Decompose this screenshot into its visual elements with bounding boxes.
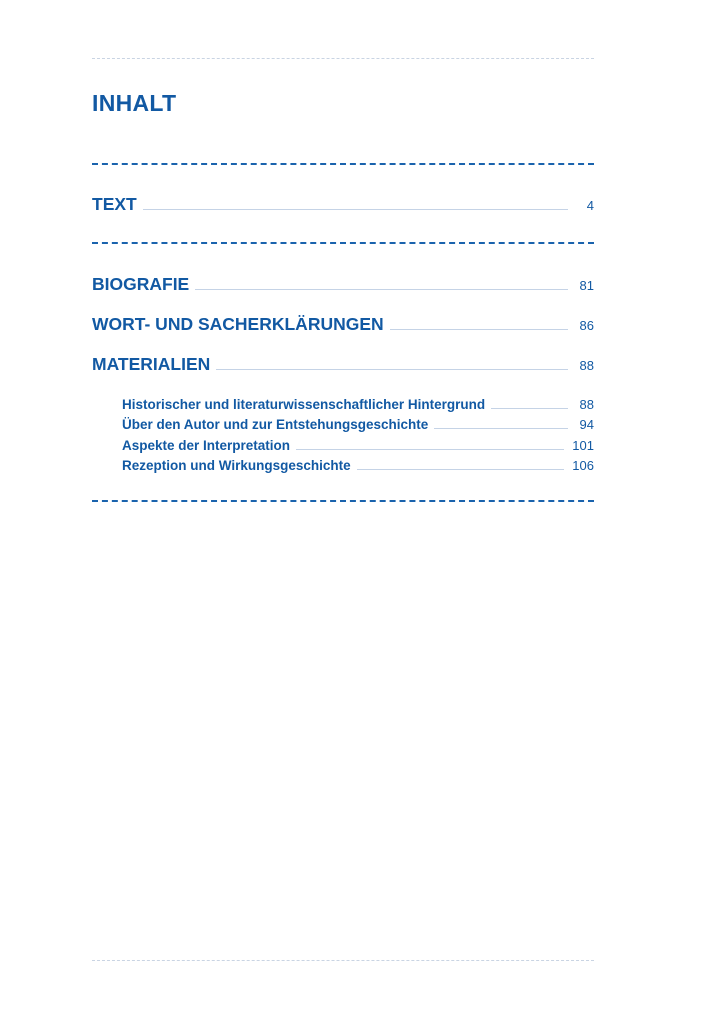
separator-rule bbox=[92, 500, 594, 502]
toc-entry-text[interactable] bbox=[92, 194, 594, 214]
toc-leader-line bbox=[491, 407, 568, 409]
toc-entry-label: WORT- UND SACHERKLÄRUNGEN bbox=[92, 314, 384, 334]
top-dashed-rule bbox=[92, 58, 594, 59]
toc-subentry-label: Historischer und literaturwissenschaftlicher Hintergrund bbox=[122, 397, 486, 412]
toc-page-number: 86 bbox=[579, 318, 594, 333]
toc-page-number: 101 bbox=[572, 438, 594, 453]
toc-subentry-autor[interactable] bbox=[122, 417, 594, 433]
separator-rule bbox=[92, 163, 594, 165]
toc-leader-line bbox=[357, 468, 565, 470]
toc-entry-materialien[interactable] bbox=[92, 354, 594, 374]
toc-entry-label: MATERIALIEN bbox=[92, 354, 211, 374]
toc-leader-line bbox=[296, 448, 564, 450]
toc-page-number: 88 bbox=[579, 358, 594, 373]
toc-page-number: 88 bbox=[579, 397, 594, 412]
toc-leader-line bbox=[216, 368, 568, 370]
toc-entry-biografie[interactable] bbox=[92, 274, 594, 294]
toc-entry-label: TEXT bbox=[92, 194, 137, 214]
bottom-dashed-rule bbox=[92, 960, 594, 961]
toc-page-number: 81 bbox=[579, 278, 594, 293]
toc-subentry-hintergrund[interactable] bbox=[122, 397, 594, 413]
toc-subentry-label: Aspekte der Interpretation bbox=[122, 438, 291, 453]
toc-subentry-label: Rezeption und Wirkungsgeschichte bbox=[122, 458, 351, 473]
toc-subentry-label: Über den Autor und zur Entstehungsgeschichte bbox=[122, 417, 429, 432]
page-title: INHALT bbox=[92, 90, 177, 116]
toc-page-number: 94 bbox=[579, 417, 594, 432]
toc-entry-label: BIOGRAFIE bbox=[92, 274, 190, 294]
toc-leader-line bbox=[143, 208, 568, 210]
separator-rule bbox=[92, 242, 594, 244]
toc-leader-line bbox=[434, 427, 568, 429]
toc-subentry-rezeption[interactable] bbox=[122, 458, 594, 474]
toc-page-number: 4 bbox=[586, 198, 594, 213]
toc-leader-line bbox=[390, 328, 568, 330]
toc-page-number: 106 bbox=[572, 458, 594, 473]
toc-subentry-interpretation[interactable] bbox=[122, 438, 594, 454]
toc-entry-wort-und-sacherklaerungen[interactable] bbox=[92, 314, 594, 334]
toc-leader-line bbox=[195, 288, 568, 290]
